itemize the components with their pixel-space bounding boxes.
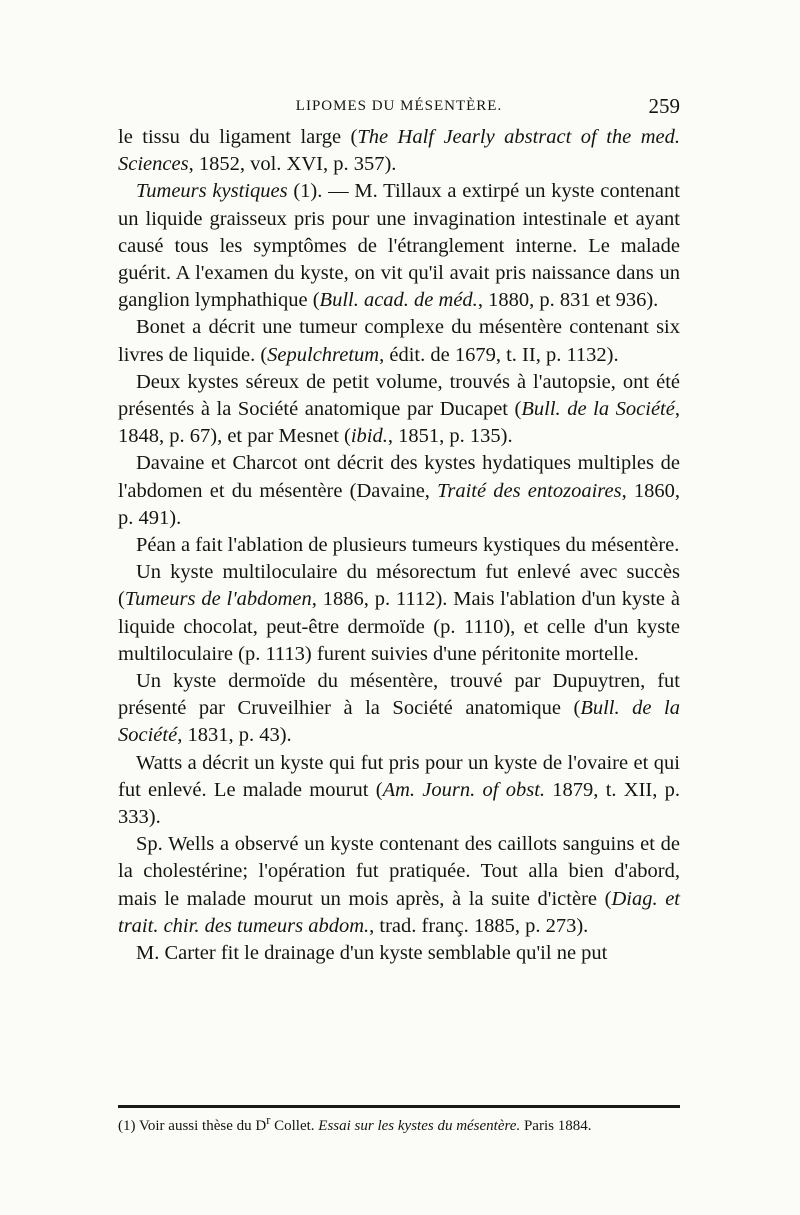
text-segment: Paris 1884. [520, 1118, 592, 1134]
italic-text: Essai sur les kystes du mésentère. [318, 1118, 521, 1134]
paragraph [118, 532, 680, 559]
text-segment: Sp. Wells a observé un kyste contenant des caillots sanguins et de la cholestérine; l'opération fut pratiquée. Tout alla bien d'abord, mais le malade mourut un mois après, à la suite d'ictère ( [118, 833, 680, 910]
paragraph [118, 940, 680, 967]
superscript-text: r [266, 1113, 271, 1127]
paragraph [118, 178, 680, 314]
text-segment: , 1848, p. 67), et par Mesnet ( [118, 398, 680, 448]
text-segment: Watts a décrit un kyste qui fut pris pour un kyste de l'ovaire et qui fut enlevé. Le malade mourut ( [118, 751, 680, 801]
text-segment: , 1831, p. 43). [177, 724, 292, 747]
footnote-rule [118, 1105, 680, 1108]
body-text [118, 124, 680, 967]
text-segment: (1). — M. Tillaux a extirpé un kyste contenant un liquide graisseux pris pour une invagination intestinale et ayant causé tous les symptômes de l'étranglement interne. Le malade guérit. A l'examen du kyste, on vit qu'il avait pris naissance dans un ganglion lymphathique ( [118, 180, 680, 312]
italic-text: Bull. de la Société [521, 398, 675, 421]
footnote-paragraph [118, 1112, 680, 1135]
text-segment: Péan a fait l'ablation de plusieurs tumeurs kystiques du mésentère. [136, 534, 680, 557]
italic-text: Diag. et trait. chir. des tumeurs abdom. [118, 887, 680, 937]
paragraph [118, 450, 680, 532]
text-segment: , édit. de 1679, t. II, p. 1132). [379, 343, 619, 366]
text-segment: (1) Voir aussi thèse du D [118, 1118, 267, 1134]
text-segment: M. Carter fit le drainage d'un kyste semblable qu'il ne put [136, 942, 608, 965]
running-title: LIPOMES DU MÉSENTÈRE. [295, 98, 503, 114]
text-segment: , 1852, vol. XVI, p. 357). [188, 153, 397, 176]
text-segment: , 1880, p. 831 et 936). [477, 289, 659, 312]
paragraph [118, 124, 680, 178]
text-segment: le tissu du ligament large ( [118, 126, 358, 148]
italic-text: Tumeurs de l'abdomen [124, 588, 312, 611]
footnote [118, 1112, 680, 1135]
italic-text: Tumeurs kystiques [136, 180, 288, 203]
italic-text: Bull. de la Société [118, 697, 680, 747]
paragraph [118, 750, 680, 832]
text-segment: , 1851, p. 135). [387, 425, 513, 448]
page-header [118, 94, 680, 122]
italic-text: Sepulchretum [267, 343, 380, 366]
text-segment: Un kyste multiloculaire du mésorectum fut enlevé avec succès ( [118, 561, 680, 611]
paragraph [118, 369, 680, 451]
paragraph [118, 668, 680, 750]
italic-text: Traité des entozoaires [437, 479, 622, 502]
text-segment: Davaine et Charcot ont décrit des kystes hydatiques multiples de l'abdomen et du mésentère (Davaine, [118, 452, 680, 502]
text-segment: 1879, t. XII, p. 333). [118, 778, 680, 829]
paragraph [118, 559, 680, 668]
text-segment: , 1860, p. 491). [118, 479, 680, 529]
italic-text: Bull. acad. de méd. [319, 289, 478, 312]
text-segment: Un kyste dermoïde du mésentère, trouvé par Dupuytren, fut présenté par Cruveilhier à la Société anatomique ( [118, 670, 680, 720]
italic-text: ibid. [350, 425, 388, 448]
paragraph [118, 831, 680, 940]
text-segment: Collet. [270, 1118, 319, 1134]
page-number: 259 [648, 94, 680, 118]
italic-text: The Half Jearly abstract of the med. Sciences [118, 126, 680, 176]
paragraph [118, 314, 680, 368]
italic-text: Am. Journ. of obst. [382, 778, 546, 801]
text-segment: , trad. franç. 1885, p. 273). [369, 914, 589, 937]
text-segment: , 1886, p. 1112). Mais l'ablation d'un kyste à liquide chocolat, peut-être dermoïde (p. 1110), et celle d'un kyste multiloculaire (p. 1113) furent suivies d'une péritonite mortelle. [118, 588, 680, 665]
text-segment: Deux kystes séreux de petit volume, trouvés à l'autopsie, ont été présentés à la Société anatomique par Ducapet ( [118, 370, 680, 421]
text-segment: Bonet a décrit une tumeur complexe du mésentère contenant six livres de liquide. ( [118, 316, 680, 366]
